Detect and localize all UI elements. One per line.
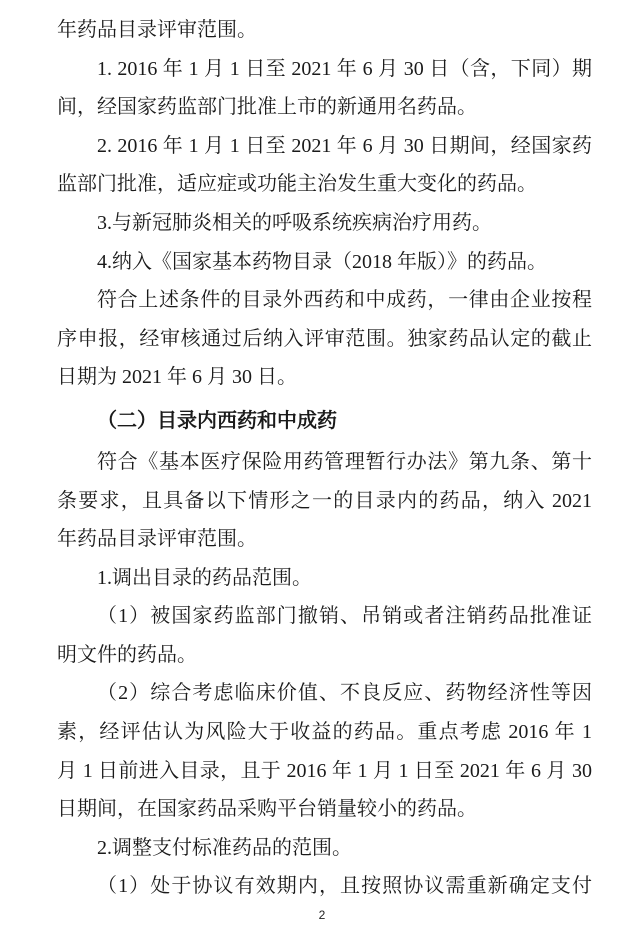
text-line: 4.纳入《国家基本药物目录（2018 年版）》的药品。: [97, 250, 547, 273]
text-line: 素，经评估认为风险大于收益的药品。重点考虑 2016 年 1: [57, 721, 592, 744]
text-line: 2.调整支付标准药品的范围。: [97, 836, 352, 859]
paragraph: [57, 674, 592, 828]
page-number: 2: [318, 908, 326, 922]
text-line: （1）处于协议有效期内，且按照协议需重新确定支付: [97, 875, 592, 898]
paragraph: [57, 50, 592, 127]
paragraph: [57, 11, 592, 50]
text-line: 日期为 2021 年 6 月 30 日。: [57, 366, 297, 389]
section-heading-text: （二）目录内西药和中成药: [97, 409, 337, 432]
section-heading: [57, 402, 592, 441]
text-line: 年药品目录评审范围。: [57, 528, 257, 551]
paragraph: [57, 559, 592, 598]
text-line: 明文件的药品。: [57, 643, 197, 666]
text-line: 条要求，且具备以下情形之一的目录内的药品，纳入 2021: [57, 489, 592, 512]
text-line: 2. 2016 年 1 月 1 日至 2021 年 6 月 30 日期间，经国家药: [97, 134, 592, 157]
text-line: 序申报，经审核通过后纳入评审范围。独家药品认定的截止: [57, 327, 592, 350]
text-line: 1. 2016 年 1 月 1 日至 2021 年 6 月 30 日（含，下同）期: [97, 57, 592, 80]
text-line: 符合《基本医疗保险用药管理暂行办法》第九条、第十: [97, 450, 592, 473]
paragraph: [57, 243, 592, 282]
text-line: 日期间，在国家药品采购平台销量较小的药品。: [57, 798, 477, 821]
paragraph: [57, 829, 592, 868]
paragraph: [57, 127, 592, 204]
text-line: 3.与新冠肺炎相关的呼吸系统疾病治疗用药。: [97, 211, 492, 234]
paragraph: [57, 204, 592, 243]
text-line: 月 1 日前进入目录，且于 2016 年 1 月 1 日至 2021 年 6 月 30: [57, 759, 592, 782]
paragraph: [57, 443, 592, 559]
text-line: 1.调出目录的药品范围。: [97, 566, 312, 589]
text-line: （2）综合考虑临床价值、不良反应、药物经济性等因: [97, 682, 592, 705]
body-text: [57, 11, 592, 906]
text-line: 年药品目录评审范围。: [57, 19, 257, 41]
text-line: （1）被国家药监部门撤销、吊销或者注销药品批准证: [97, 605, 592, 628]
text-line: 间，经国家药监部门批准上市的新通用名药品。: [57, 96, 477, 119]
text-line: 监部门批准，适应症或功能主治发生重大变化的药品。: [57, 173, 537, 196]
paragraph: [57, 867, 592, 906]
paragraph: [57, 281, 592, 397]
text-line: 符合上述条件的目录外西药和中成药，一律由企业按程: [97, 289, 592, 312]
paragraph: [57, 597, 592, 674]
